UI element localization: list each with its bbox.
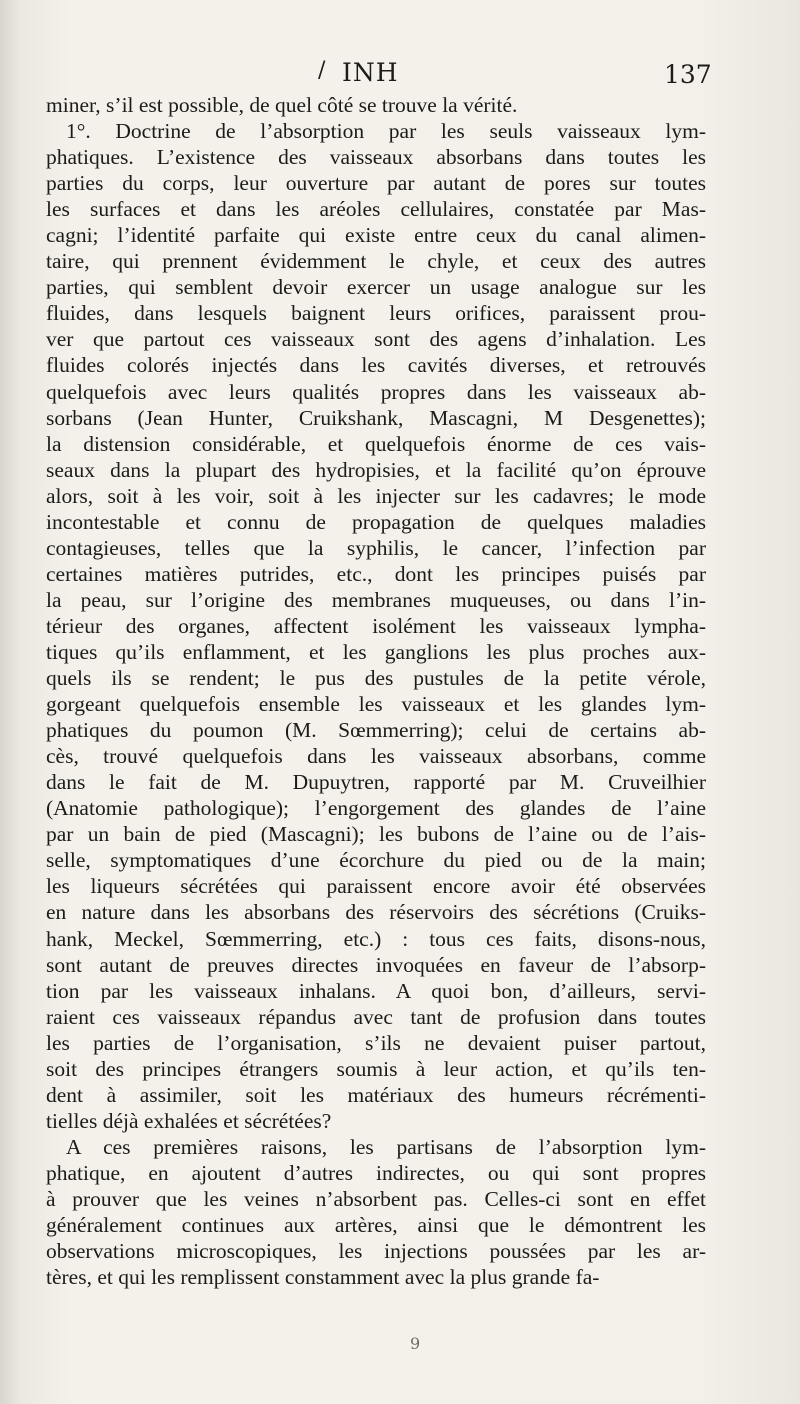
text-line: sorbans (Jean Hunter, Cruikshank, Mascagni, M Desgenettes); <box>46 405 706 430</box>
text-line: quelquefois avec leurs qualités propres dans les vaisseaux ab- <box>46 379 706 404</box>
text-line: la distension considérable, et quelquefois énorme de ces vais- <box>46 431 706 456</box>
text-line: les liqueurs sécrétées qui paraissent encore avoir été observées <box>46 874 706 899</box>
running-header <box>0 58 800 92</box>
text-line: en nature dans les absorbans des réservoirs des sécrétions (Cruiks- <box>46 900 706 925</box>
text-line: dans le fait de M. Dupuytren, rapporté par M. Cruveilhier <box>46 770 706 795</box>
text-line: quels ils se rendent; le pus des pustules de la petite vérole, <box>46 666 706 691</box>
text-line: parties, qui semblent devoir exercer un usage analogue sur les <box>46 275 706 300</box>
text-line: contagieuses, telles que la syphilis, le cancer, l’infection par <box>46 535 706 560</box>
text-line: phatique, en ajoutent d’autres indirectes, ou qui sont propres <box>46 1160 706 1185</box>
text-line: tielles déjà exhalées et sécrétées? <box>46 1108 332 1133</box>
text-line: gorgeant quelquefois ensemble les vaisseaux et les glandes lym- <box>46 692 706 717</box>
body-text <box>46 92 706 1290</box>
text-line: généralement continues aux artères, ainsi que le démontrent les <box>46 1213 706 1238</box>
text-line: alors, soit à les voir, soit à les injecter sur les cadavres; le mode <box>46 483 706 508</box>
text-line: miner, s’il est possible, de quel côté se trouve la vérité. <box>46 93 518 117</box>
text-line: dent à assimiler, soit les matériaux des humeurs récrémenti- <box>46 1082 706 1107</box>
text-line: A ces premières raisons, les partisans de l’absorption lym- <box>66 1134 706 1159</box>
text-line: fluides colorés injectés dans les cavités diverses, et retrouvés <box>46 353 706 378</box>
text-line: tion par les vaisseaux inhalans. A quoi bon, d’ailleurs, servi- <box>46 978 706 1003</box>
text-line: phatiques du poumon (M. Sœmmerring); celui de certains ab- <box>46 718 706 743</box>
page-number: 137 <box>664 60 712 89</box>
text-line: cès, trouvé quelquefois dans les vaisseaux absorbans, comme <box>46 744 706 769</box>
text-line: taire, qui prennent évidemment le chyle, et ceux des autres <box>46 249 706 274</box>
text-line: sont autant de preuves directes invoquées en faveur de l’absorp- <box>46 952 706 977</box>
header-slash-mark: / <box>318 58 326 83</box>
text-line: les surfaces et dans les aréoles cellulaires, constatée par Mas- <box>46 197 706 222</box>
text-line: certaines matières putrides, etc., dont les principes puisés par <box>46 561 706 586</box>
text-line: tiques qu’ils enflamment, et les ganglions les plus proches aux- <box>46 639 706 664</box>
text-line: seaux dans la plupart des hydropisies, et la facilité qu’on éprouve <box>46 457 706 482</box>
running-title: INH <box>342 58 399 87</box>
text-line: ver que partout ces vaisseaux sont des agens d’inhalation. Les <box>46 327 706 352</box>
text-line: térieur des organes, affectent isolément les vaisseaux lympha- <box>46 613 706 638</box>
text-line: phatiques. L’existence des vaisseaux absorbans dans toutes les <box>46 145 706 170</box>
text-line: cagni; l’identité parfaite qui existe entre ceux du canal alimen- <box>46 223 706 248</box>
text-line: la peau, sur l’origine des membranes muqueuses, ou dans l’in- <box>46 587 706 612</box>
text-line: observations microscopiques, les injections poussées par les ar- <box>46 1239 706 1264</box>
text-line: (Anatomie pathologique); l’engorgement des glandes de l’aine <box>46 796 706 821</box>
text-line: selle, symptomatiques d’une écorchure du pied ou de la main; <box>46 848 706 873</box>
text-line: soit des principes étrangers soumis à leur action, et qu’ils ten- <box>46 1056 706 1081</box>
text-line: parties du corps, leur ouverture par autant de pores sur toutes <box>46 171 706 196</box>
text-line: les parties de l’organisation, s’ils ne devaient puiser partout, <box>46 1030 706 1055</box>
text-line: raient ces vaisseaux répandus avec tant de profusion dans toutes <box>46 1004 706 1029</box>
text-line: tères, et qui les remplissent constamment avec la plus grande fa- <box>46 1265 600 1290</box>
text-line: fluides, dans lesquels baignent leurs orifices, paraissent prou- <box>46 301 706 326</box>
text-line: hank, Meckel, Sœmmerring, etc.) : tous ces faits, disons-nous, <box>46 926 706 951</box>
text-line: à prouver que les veines n’absorbent pas. Celles-ci sont en effet <box>46 1186 706 1211</box>
footer-mark: 9 <box>410 1334 421 1353</box>
text-line: incontestable et connu de propagation de quelques maladies <box>46 509 706 534</box>
text-line: par un bain de pied (Mascagni); les bubons de l’aine ou de l’ais- <box>46 822 706 847</box>
text-line: 1°. Doctrine de l’absorption par les seuls vaisseaux lym- <box>66 119 706 144</box>
